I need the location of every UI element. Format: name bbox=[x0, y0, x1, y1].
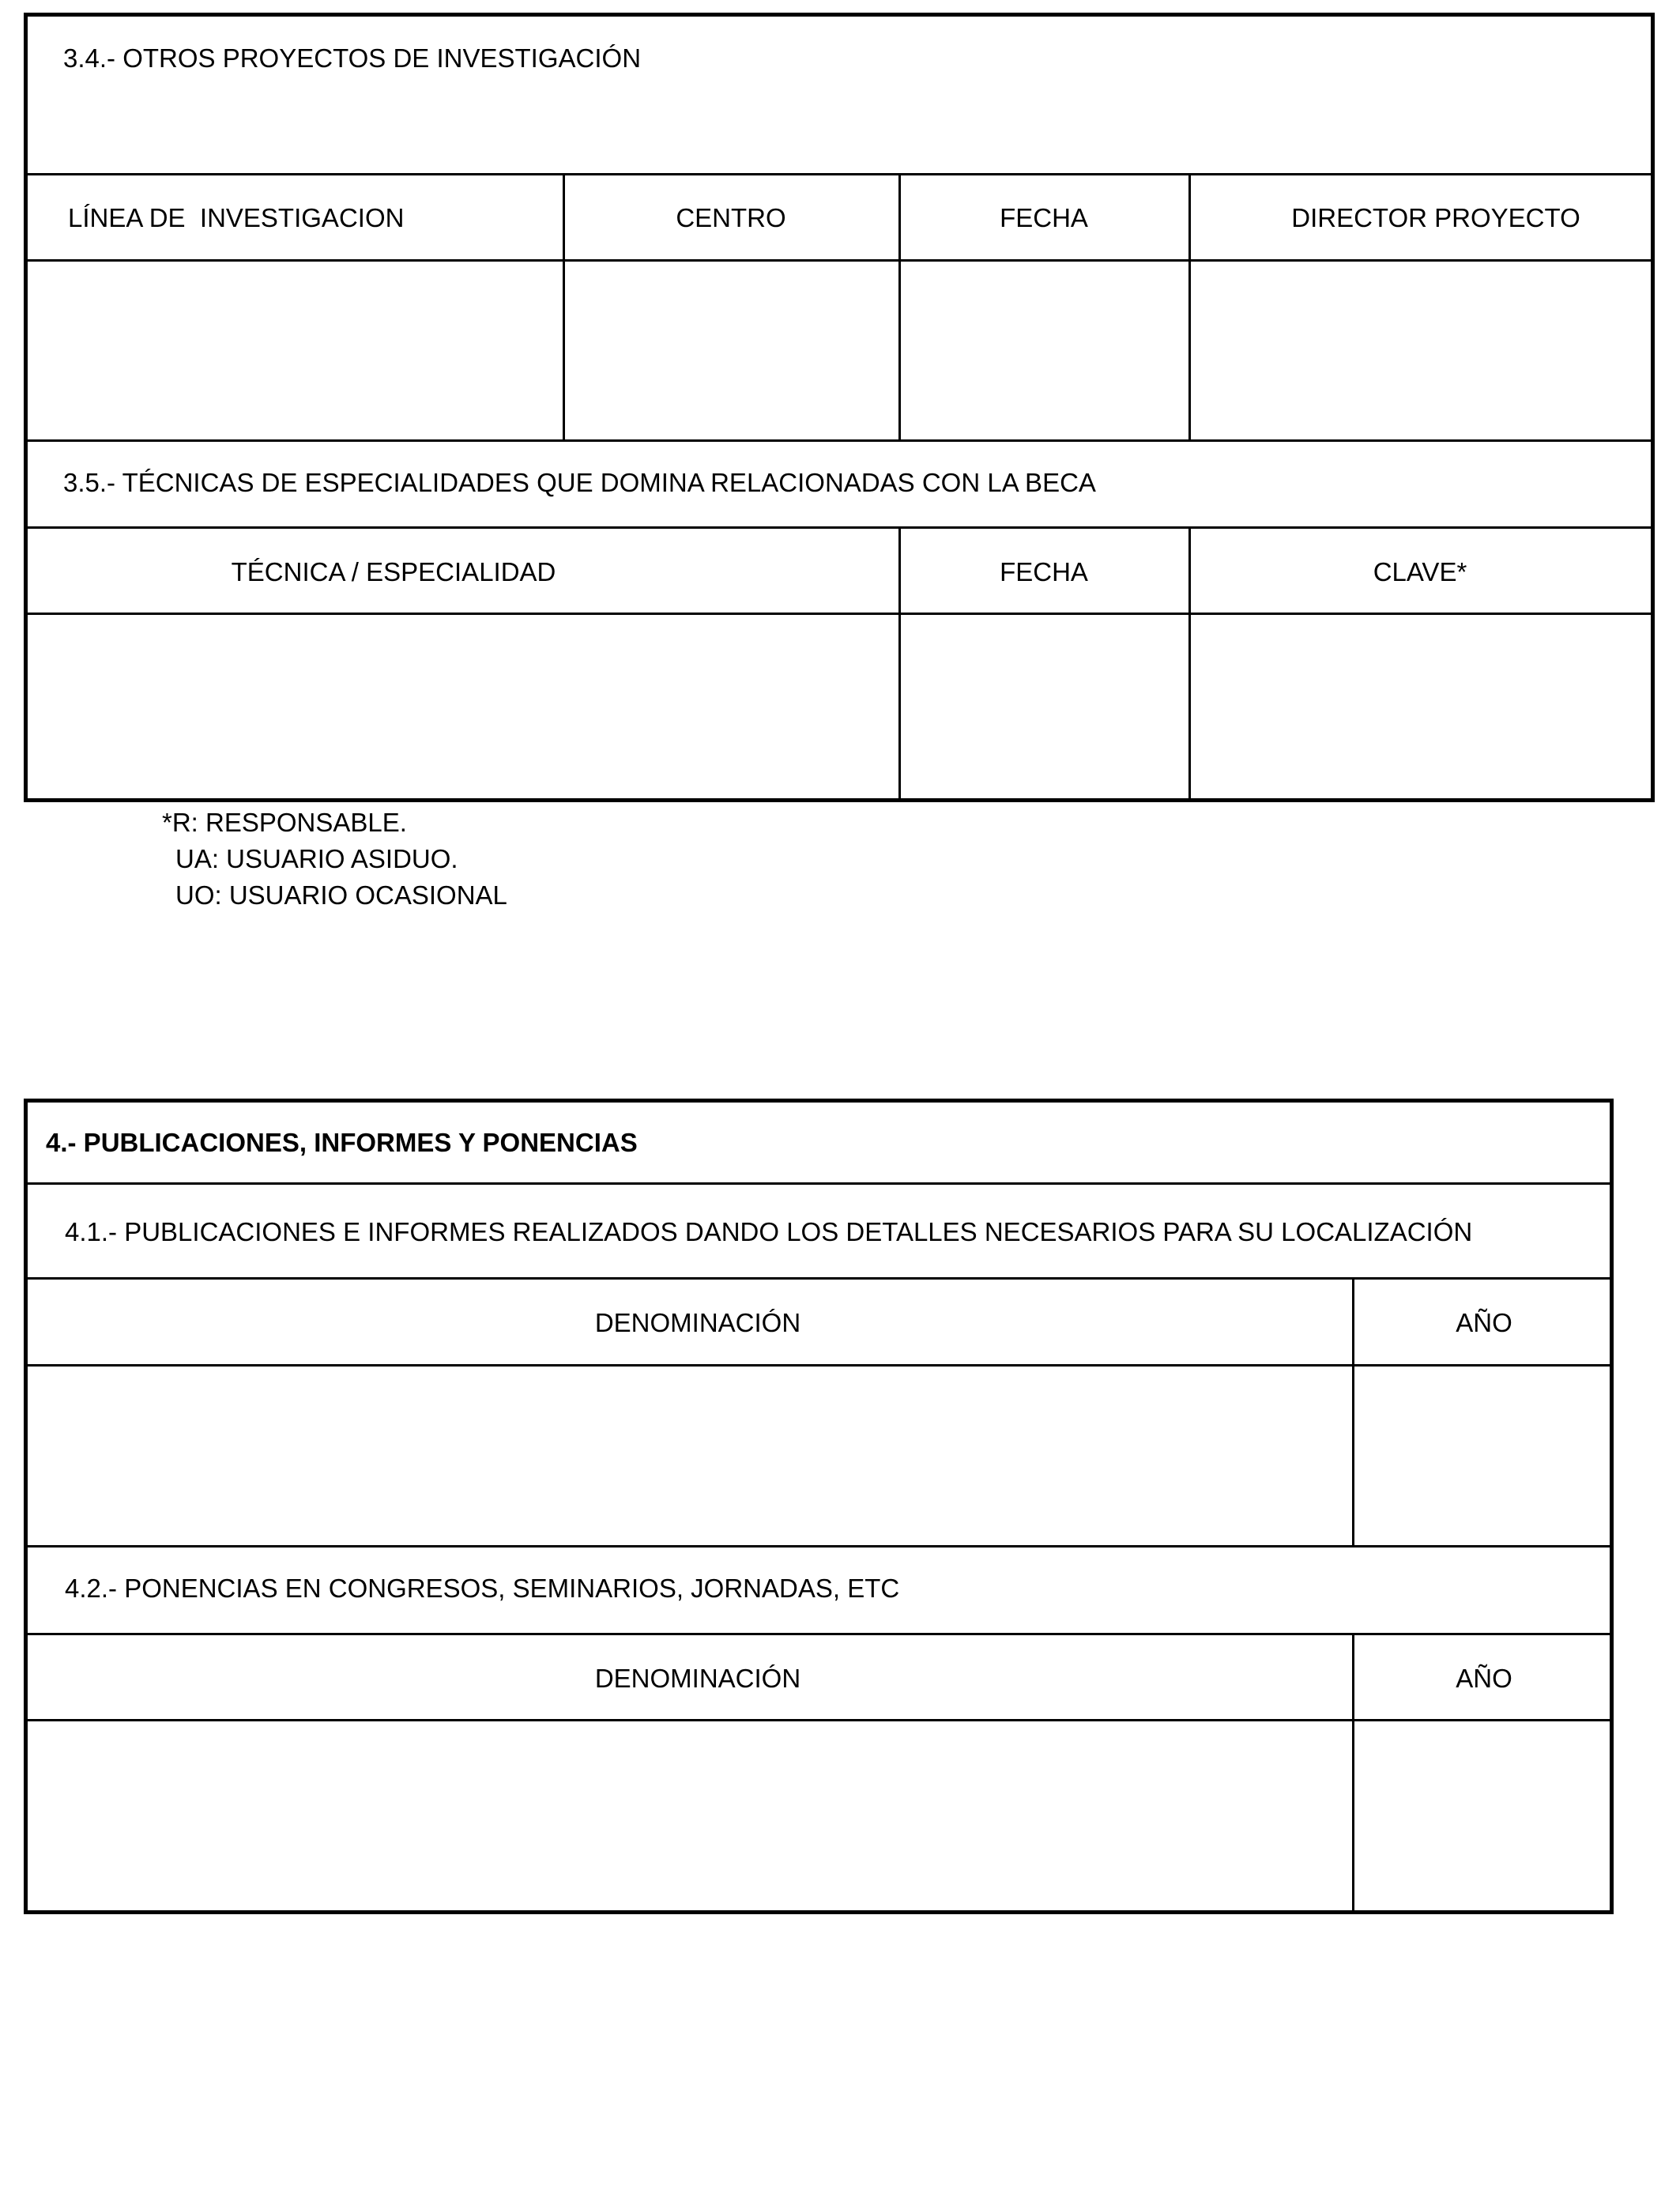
table-rule bbox=[26, 259, 1652, 262]
input-cell-presentation-name[interactable] bbox=[28, 1722, 1350, 1910]
input-cell-publication-year[interactable] bbox=[1355, 1367, 1609, 1544]
column-divider bbox=[1352, 1633, 1354, 1912]
table-rule bbox=[26, 613, 1652, 615]
table-rule bbox=[26, 1364, 1611, 1367]
header-cell-key: CLAVE* bbox=[1373, 557, 1467, 586]
table-rule bbox=[26, 1719, 1611, 1721]
table-rule bbox=[26, 439, 1652, 442]
input-cell-presentation-year[interactable] bbox=[1355, 1722, 1609, 1910]
header-cell-name: DENOMINACIÓN bbox=[594, 1308, 801, 1337]
header-cell-year: AÑO bbox=[1456, 1664, 1512, 1693]
section-3-4-title: 3.4.- OTROS PROYECTOS DE INVESTIGACIÓN bbox=[63, 43, 642, 73]
column-divider bbox=[563, 173, 565, 441]
column-divider bbox=[898, 173, 901, 441]
section-4-1-title: 4.1.- PUBLICACIONES E INFORMES REALIZADOS DANDO LOS DETALLES NECESARIOS PARA SU LOCALIZACIÓN bbox=[65, 1217, 1473, 1246]
table-rule bbox=[26, 1277, 1611, 1280]
column-divider bbox=[1188, 526, 1191, 800]
input-cell-technique[interactable] bbox=[28, 616, 897, 798]
input-cell-center[interactable] bbox=[566, 262, 897, 438]
input-cell-research-line[interactable] bbox=[28, 262, 561, 438]
legend-frequent-user: UA: USUARIO ASIDUO. bbox=[175, 844, 458, 873]
legend-responsible: *R: RESPONSABLE. bbox=[162, 808, 407, 837]
column-divider bbox=[898, 526, 901, 800]
table-rule bbox=[26, 1182, 1611, 1185]
header-cell-research-line: LÍNEA DE INVESTIGACION bbox=[68, 203, 405, 232]
column-divider bbox=[1352, 1277, 1354, 1547]
table-rule bbox=[26, 1545, 1611, 1547]
section-4-title: 4.- PUBLICACIONES, INFORMES Y PONENCIAS bbox=[46, 1128, 638, 1157]
input-cell-date[interactable] bbox=[902, 616, 1187, 798]
section-4-2-title: 4.2.- PONENCIAS EN CONGRESOS, SEMINARIOS, JORNADAS, ETC bbox=[65, 1574, 900, 1603]
input-cell-publication-name[interactable] bbox=[28, 1367, 1350, 1544]
header-cell-name: DENOMINACIÓN bbox=[594, 1664, 801, 1693]
header-cell-technique: TÉCNICA / ESPECIALIDAD bbox=[231, 557, 556, 586]
header-cell-date: FECHA bbox=[1000, 557, 1088, 586]
header-cell-year: AÑO bbox=[1456, 1308, 1512, 1337]
header-cell-date: FECHA bbox=[1000, 203, 1088, 232]
header-cell-center: CENTRO bbox=[676, 203, 786, 232]
legend-occasional-user: UO: USUARIO OCASIONAL bbox=[175, 880, 507, 910]
header-cell-project-director: DIRECTOR PROYECTO bbox=[1291, 203, 1580, 232]
table-rule bbox=[26, 526, 1652, 529]
table-rule bbox=[26, 173, 1652, 175]
column-divider bbox=[1188, 173, 1191, 441]
section-3-5-title: 3.5.- TÉCNICAS DE ESPECIALIDADES QUE DOMINA RELACIONADAS CON LA BECA bbox=[63, 468, 1096, 497]
input-cell-project-director[interactable] bbox=[1192, 262, 1650, 438]
table-rule bbox=[26, 1633, 1611, 1635]
input-cell-date[interactable] bbox=[902, 262, 1187, 438]
input-cell-key[interactable] bbox=[1192, 616, 1650, 798]
